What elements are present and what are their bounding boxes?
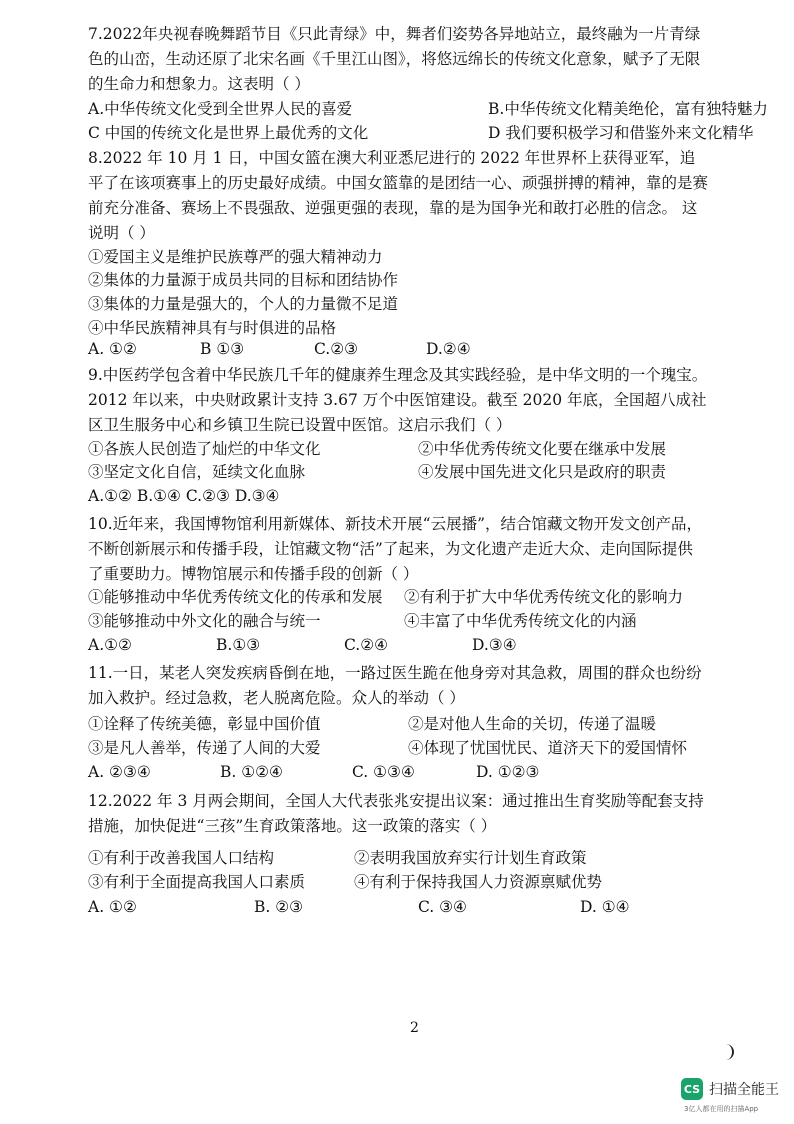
statement-1: ①诠释了传统美德，彰显中国价值 [88, 715, 321, 733]
statement-3: ③是凡人善举，传递了人间的大爱 [88, 739, 321, 757]
question-8-stem: 8.2022 年 10 月 1 日，中国女篮在澳大利亚悉尼进行的 2022 年世界杯上获得亚军，追平了在该项赛事上的历史最好成绩。中国女篮靠的是团结一心、顽强拼搏的精神，靠的是赛前充分准备、赛场上不畏强敌、逆强更强的表现，靠的是为国争光和敢打必胜的信念。 这说明（ ） [88, 149, 709, 242]
statement-2: ②是对他人生命的关切，传递了温暖 [408, 715, 657, 733]
statement-3: ③集体的力量是强大的，个人的力量微不足道 [88, 295, 399, 313]
option-b: B. ②③ [254, 898, 304, 916]
question-10-statements-12 [88, 585, 728, 610]
option-b: B.①③ [216, 636, 261, 654]
option-c: C.②③ [314, 340, 359, 358]
question-11-options [88, 763, 728, 788]
statement-3: ③坚定文化自信，延续文化血脉 [88, 463, 306, 481]
statement-1: ①各族人民创造了灿烂的中华文化 [88, 440, 321, 458]
question-9-statements-34 [88, 460, 728, 485]
statement-2: ②集体的力量源于成员共同的目标和团结协作 [88, 271, 399, 289]
option-d: D. ①④ [580, 898, 630, 916]
statement-1: ①爱国主义是维护民族尊严的强大精神动力 [88, 248, 383, 266]
page-number: 2 [410, 1020, 419, 1036]
option-a: A.①② [88, 636, 132, 654]
statement-2: ②有利于扩大中华优秀传统文化的影响力 [404, 588, 684, 606]
option-c: C. ③④ [418, 898, 467, 916]
option-d: D. ①②③ [476, 763, 540, 781]
statement-3: ③有利于全面提高我国人口素质 [88, 873, 306, 891]
option-d: D.③④ [472, 636, 517, 654]
option-b: B.中华传统文化精美绝伦，富有独特魅力 [488, 100, 768, 118]
statement-4: ④中华民族精神具有与时俱进的品格 [88, 319, 337, 337]
option-b: B. ①②④ [220, 763, 283, 781]
option-a: A. ①② [88, 898, 137, 916]
option-a: A. ②③④ [88, 763, 151, 781]
question-9-options: A.①② B.①④ C.②③ D.③④ [88, 487, 280, 505]
camscanner-logo-icon: CS [681, 1078, 703, 1100]
option-c: C 中国的传统文化是世界上最优秀的文化 [88, 124, 369, 142]
question-9-stem: 9.中医药学包含着中华民族几千年的健康养生理念及其实践经验，是中华文明的一个瑰宝。2012 年以来，中央财政累计支持 3.67 万个中医馆建设。截至 2020 年底，全国超八成社区卫生服务中心和乡镇卫生院已设置中医馆。这启示我们（ ） [88, 366, 708, 434]
pen-mark-icon [708, 1044, 734, 1060]
question-12-stem: 12.2022 年 3 月两会期间，全国人大代表张兆安提出议案：通过推出生育奖励等配套支持措施，加快促进“三孩”生育政策落地。这一政策的落实（ ） [88, 792, 704, 835]
option-b: B ①③ [200, 340, 245, 358]
statement-1: ①能够推动中华优秀传统文化的传承和发展 [88, 588, 383, 606]
question-11-statements-12 [88, 712, 728, 737]
question-7-options-cd [88, 121, 754, 146]
statement-2: ②中华优秀传统文化要在继承中发展 [418, 440, 667, 458]
question-7-stem: 7.2022年央视春晚舞蹈节目《只此青绿》中，舞者们姿势各异地站立，最终融为一片青绿色的山峦，生动还原了北宋名画《千里江山图》，将悠远绵长的传统文化意象，赋予了无限的生命力和想象力。这表明（ ） [88, 25, 701, 93]
question-7-options-ab [88, 97, 768, 122]
statement-2: ②表明我国放弃实行计划生育政策 [354, 849, 587, 867]
option-a: A.中华传统文化受到全世界人民的喜爱 [88, 100, 353, 118]
statement-4: ④发展中国先进文化只是政府的职责 [418, 463, 667, 481]
option-c: C. ①③④ [352, 763, 415, 781]
watermark-name: 扫描全能王 [709, 1082, 779, 1098]
question-8-options [88, 340, 728, 365]
question-10-stem: 10.近年来，我国博物馆利用新媒体、新技术开展“云展播”，结合馆藏文物开发文创产品，不断创新展示和传播手段，让馆藏文物“活”了起来，为文化遗产走近大众、走向国际提供了重要助力。博物馆展示和传播手段的创新（ ） [88, 515, 703, 583]
question-11-stem: 11.一日，某老人突发疾病昏倒在地，一路过医生跪在他身旁对其急救，周围的群众也纷纷加入救护。经过急救，老人脱离危险。众人的举动（ ） [88, 664, 702, 707]
question-10-options [88, 636, 728, 661]
option-d: D 我们要积极学习和借鉴外来文化精华 [488, 124, 754, 142]
question-11-statements-34 [88, 736, 728, 761]
question-12-statements-12 [88, 846, 728, 871]
watermark-tagline: 3亿人都在用的扫描App [684, 1105, 759, 1113]
option-a: A. ①② [88, 340, 137, 358]
statement-4: ④有利于保持我国人力资源禀赋优势 [354, 873, 603, 891]
question-12-options [88, 898, 728, 923]
question-10-statements-34 [88, 609, 728, 634]
statement-4: ④丰富了中华优秀传统文化的内涵 [404, 612, 637, 630]
statement-3: ③能够推动中外文化的融合与统一 [88, 612, 321, 630]
option-d: D.②④ [426, 340, 471, 358]
statement-4: ④体现了忧国忧民、道济天下的爱国情怀 [408, 739, 688, 757]
statement-1: ①有利于改善我国人口结构 [88, 849, 275, 867]
question-9-statements-12 [88, 437, 728, 462]
option-c: C.②④ [344, 636, 389, 654]
question-12-statements-34 [88, 870, 728, 895]
scanner-watermark [681, 1078, 779, 1100]
